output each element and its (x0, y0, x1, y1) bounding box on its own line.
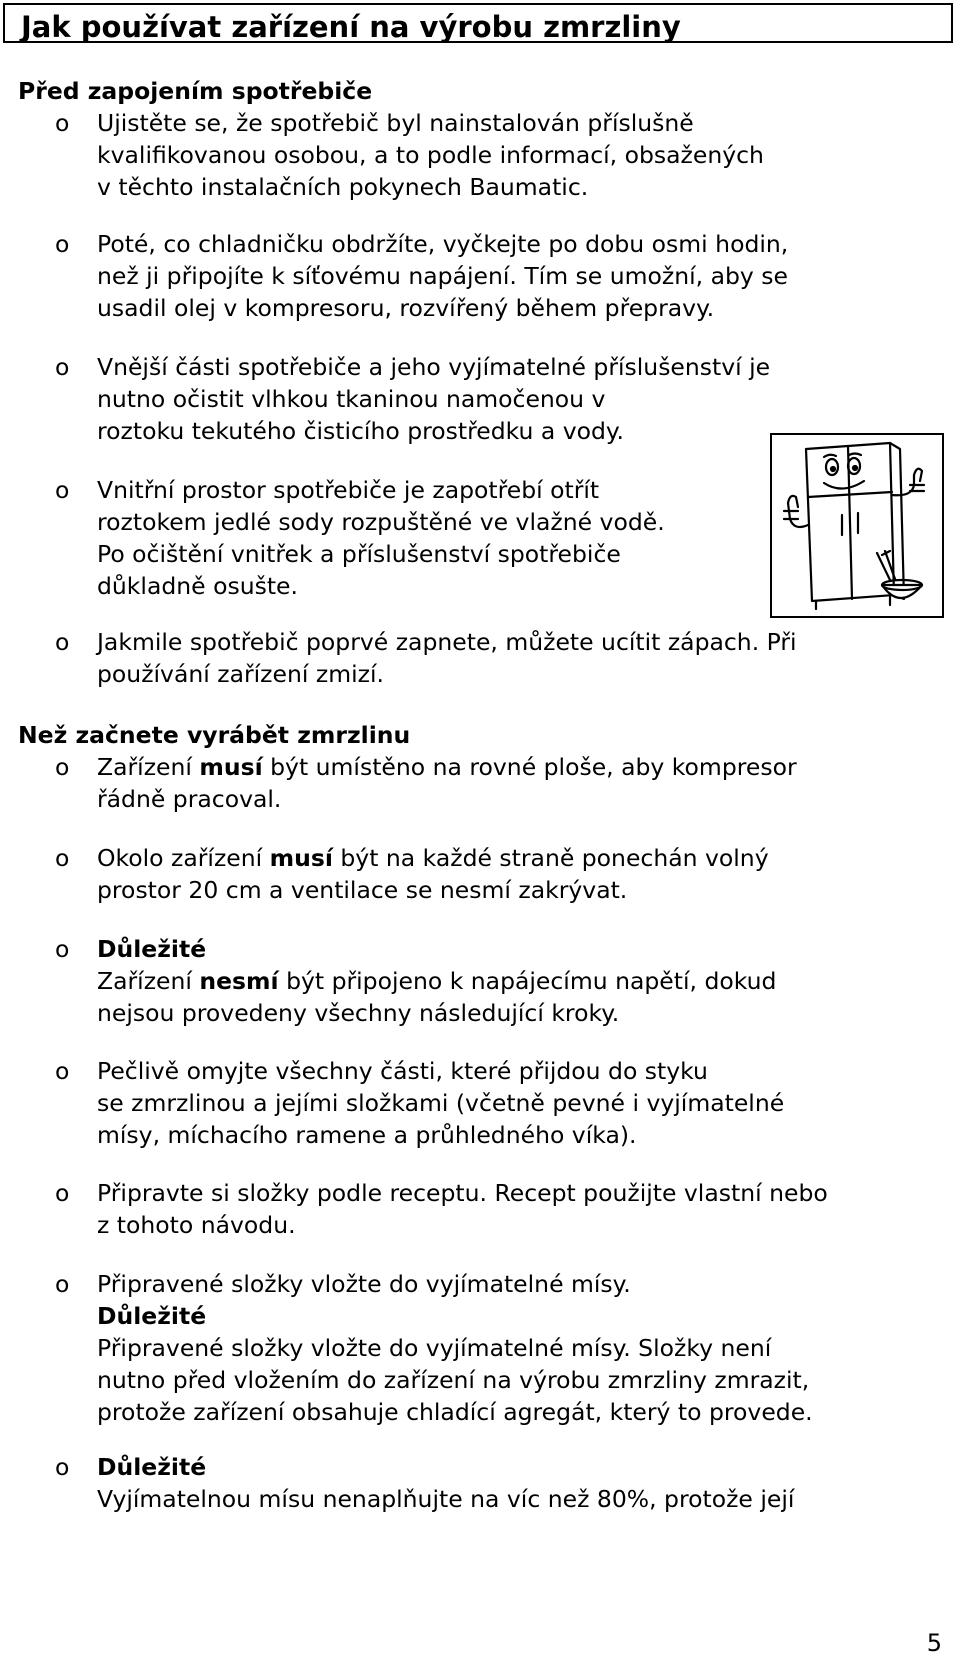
title-box (3, 3, 953, 43)
list-item-line (97, 351, 770, 383)
bullet-icon: o (55, 628, 70, 656)
list-item-line (97, 997, 619, 1029)
list-item-line (97, 1268, 631, 1300)
text-run: být umístěno na rovné ploše, aby kompresor (262, 753, 797, 781)
text-run: Po očištění vnitřek a příslušenství spotřebiče (97, 540, 621, 568)
list-item-line (97, 383, 605, 415)
list-item-line (97, 965, 776, 997)
text-run: Okolo zařízení (97, 844, 270, 872)
list-item-line (97, 874, 627, 906)
bullet-icon: o (55, 353, 70, 381)
list-item-line (97, 415, 624, 447)
list-item-line (97, 260, 788, 292)
list-item-line (97, 1451, 206, 1483)
text-run: Vyjímatelnou mísu nenaplňujte na víc než 80%, protože její (97, 1485, 795, 1513)
list-item-line (97, 506, 665, 538)
bullet-icon: o (55, 109, 70, 137)
list-item-line (97, 1364, 809, 1396)
list-item-line (97, 1177, 828, 1209)
list-item-line (97, 570, 298, 602)
list-item-line (97, 1483, 794, 1515)
list-item-line (97, 933, 206, 965)
list-item-line (97, 626, 797, 658)
text-run: Připravte si složky podle receptu. Recept použijte vlastní nebo (97, 1179, 828, 1207)
text-run: z tohoto návodu. (97, 1211, 296, 1239)
list-item-line (97, 751, 797, 783)
emphasis-text: nesmí (199, 967, 279, 995)
list-item-line (97, 1396, 813, 1428)
list-item-line (97, 292, 714, 324)
text-run: kvalifikovanou osobou, a to podle informací, obsažených (97, 141, 764, 169)
bullet-icon: o (55, 1270, 70, 1298)
list-item-line (97, 1119, 636, 1151)
list-item-line (97, 1300, 206, 1332)
bullet-icon: o (55, 230, 70, 258)
bullet-icon: o (55, 935, 70, 963)
list-item-line (97, 1055, 708, 1087)
text-run: nutno před vložením do zařízení na výrobu zmrzliny zmrazit, (97, 1366, 810, 1394)
text-run: v těchto instalačních pokynech Baumatic. (97, 173, 589, 201)
text-run: důkladně osušte. (97, 572, 298, 600)
list-item-line (97, 474, 599, 506)
list-item-line (97, 171, 588, 203)
bullet-icon: o (55, 476, 70, 504)
text-run: být na každé straně ponechán volný (332, 844, 769, 872)
text-run: Poté, co chladničku obdržíte, vyčkejte po dobu osmi hodin, (97, 230, 789, 258)
list-item-line (97, 783, 281, 815)
text-run: protože zařízení obsahuje chladící agregát, který to provede. (97, 1398, 813, 1426)
text-run: Připravené složky vložte do vyjímatelné mísy. Složky není (97, 1334, 772, 1362)
bullet-icon: o (55, 1179, 70, 1207)
text-run: Vnitřní prostor spotřebiče je zapotřebí otřít (97, 476, 600, 504)
text-run: Pečlivě omyjte všechny části, které přijdou do styku (97, 1057, 708, 1085)
text-run: Připravené složky vložte do vyjímatelné mísy. (97, 1270, 631, 1298)
smiling-fridge-icon (772, 435, 942, 616)
text-run: roztokem jedlé sody rozpuštěné ve vlažné vodě. (97, 508, 665, 536)
text-run: Vnější části spotřebiče a jeho vyjímatelné příslušenství je (97, 353, 771, 381)
text-run: používání zařízení zmizí. (97, 660, 384, 688)
page-title: Jak používat zařízení na výrobu zmrzliny (21, 10, 681, 44)
text-run: než ji připojíte k síťovému napájení. Tím se umožní, aby se (97, 262, 788, 290)
text-run: řádně pracoval. (97, 785, 282, 813)
section-heading: Před zapojením spotřebiče (18, 77, 373, 105)
emphasis-text: Důležité (97, 1302, 207, 1330)
list-item-line (97, 228, 788, 260)
list-item-line (97, 139, 764, 171)
text-run: Zařízení (97, 967, 200, 995)
text-run: nejsou provedeny všechny následující kroky. (97, 999, 620, 1027)
list-item-line (97, 1087, 784, 1119)
bullet-icon: o (55, 844, 70, 872)
list-item-line (97, 538, 621, 570)
bullet-icon: o (55, 1057, 70, 1085)
emphasis-text: Důležité (97, 1453, 207, 1481)
emphasis-text: musí (269, 844, 333, 872)
emphasis-text: Důležité (97, 935, 207, 963)
emphasis-text: musí (199, 753, 263, 781)
text-run: mísy, míchacího ramene a průhledného víka). (97, 1121, 637, 1149)
list-item-line (97, 842, 769, 874)
text-run: prostor 20 cm a ventilace se nesmí zakrývat. (97, 876, 628, 904)
text-run: Jakmile spotřebič poprvé zapnete, můžete ucítit zápach. Při (97, 628, 797, 656)
text-run: roztoku tekutého čisticího prostředku a vody. (97, 417, 624, 445)
text-run: být připojeno k napájecímu napětí, dokud (278, 967, 777, 995)
fridge-illustration (770, 433, 944, 618)
bullet-icon: o (55, 753, 70, 781)
text-run: se zmrzlinou a jejími složkami (včetně pevné i vyjímatelné (97, 1089, 785, 1117)
section-heading: Než začnete vyrábět zmrzlinu (18, 721, 411, 749)
page-number: 5 (926, 1629, 942, 1657)
text-run: Ujistěte se, že spotřebič byl nainstalován příslušně (97, 109, 694, 137)
list-item-line (97, 1209, 296, 1241)
text-run: nutno očistit vlhkou tkaninou namočenou v (97, 385, 606, 413)
text-run: Zařízení (97, 753, 200, 781)
text-run: usadil olej v kompresoru, rozvířený během přepravy. (97, 294, 715, 322)
list-item-line (97, 658, 384, 690)
bullet-icon: o (55, 1453, 70, 1481)
list-item-line (97, 1332, 771, 1364)
list-item-line (97, 107, 694, 139)
